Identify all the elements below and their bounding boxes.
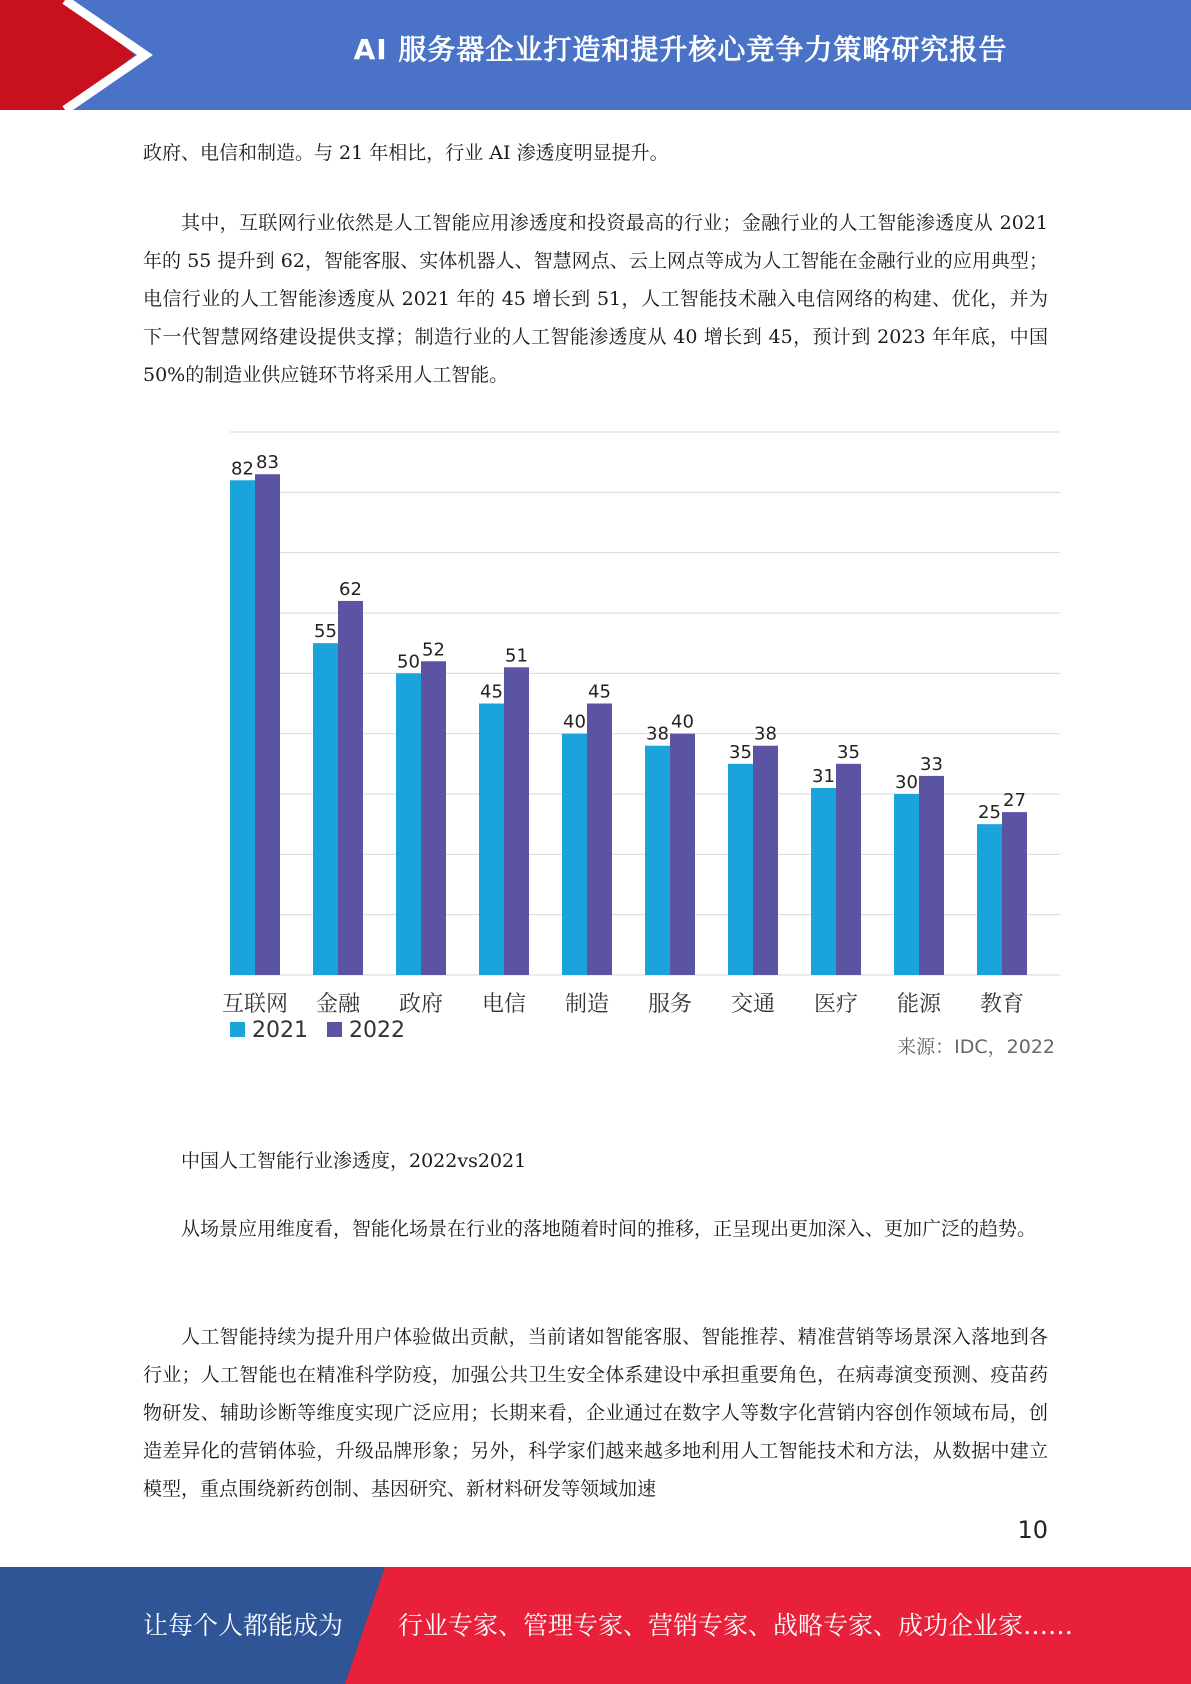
page-header	[0, 0, 1191, 110]
category-label: 教育	[979, 992, 1025, 1017]
category-label: 交通	[730, 992, 776, 1017]
category-label: 电信	[481, 992, 527, 1017]
category-label: 政府	[398, 992, 444, 1017]
data-label: 82	[231, 458, 254, 480]
data-label: 51	[505, 645, 528, 667]
footer-slogan-left: 让每个人都能成为	[143, 1611, 344, 1640]
bar-2022	[836, 764, 861, 975]
data-label: 50	[397, 651, 420, 673]
data-label: 38	[646, 723, 669, 745]
paragraph-3: 从场景应用维度看，智能化场景在行业的落地随着时间的推移，正呈现出更加深入、更加广泛的趋势。	[181, 1218, 1037, 1240]
data-label: 45	[480, 681, 503, 703]
data-label: 25	[978, 802, 1001, 824]
data-label: 40	[671, 711, 694, 733]
bar-2022	[1002, 812, 1027, 975]
bar-2022	[421, 661, 446, 975]
data-label: 52	[422, 639, 445, 661]
report-title: AI 服务器企业打造和提升核心竞争力策略研究报告	[353, 33, 1008, 66]
data-label: 55	[314, 621, 337, 643]
bar-2021	[562, 734, 587, 975]
bar-2022	[753, 746, 778, 975]
text-block-2	[143, 204, 1048, 394]
bar-2021	[313, 643, 338, 975]
chart-caption: 中国人工智能行业渗透度，2022vs2021	[181, 1150, 527, 1172]
category-label: 制造	[564, 992, 610, 1017]
caption-block	[143, 1142, 1048, 1180]
bar-chart	[190, 415, 1070, 1105]
data-label: 30	[895, 772, 918, 793]
data-label: 27	[1003, 790, 1026, 812]
data-label: 83	[256, 452, 279, 474]
category-label: 金融	[315, 992, 361, 1017]
chart-source: 来源：IDC，2022	[897, 1036, 1055, 1058]
data-label: 31	[812, 765, 835, 787]
bar-2022	[670, 734, 695, 975]
data-label: 45	[588, 681, 611, 703]
paragraph-2: 其中，互联网行业依然是人工智能应用渗透度和投资最高的行业；金融行业的人工智能渗透度从 2021 年的 55 提升到 62，智能客服、实体机器人、智慧网点、云上网点等成为人工智能在金融行业的应用典型；电信行业的人工智能渗透度从 2021 年的 45 增长到 51，人工智能技术融入电信网络的构建、优化，并为下一代智慧网络建设提供支撑；制造行业的人工智能渗透度从 40 增长到 45，预计到 2023 年年底，中国 50%的制造业供应链环节将采用人工智能。	[143, 212, 1048, 386]
bar-2021	[894, 794, 919, 975]
legend-swatch-2021	[230, 1022, 245, 1037]
bar-chart-svg	[190, 415, 1070, 1105]
bar-2021	[479, 704, 504, 976]
paragraph-4: 人工智能持续为提升用户体验做出贡献，当前诸如智能客服、智能推荐、精准营销等场景深入落地到各行业；人工智能也在精准科学防疫，加强公共卫生安全体系建设中承担重要角色，在病毒演变预测、疫苗药物研发、辅助诊断等维度实现广泛应用；长期来看，企业通过在数字人等数字化营销内容创作领域布局，创造差异化的营销体验，升级品牌形象；另外，科学家们越来越多地利用人工智能技术和方法，从数据中建立模型，重点围绕新药创制、基因研究、新材料研发等领域加速	[143, 1326, 1048, 1500]
data-label: 35	[729, 741, 752, 763]
bar-2021	[977, 824, 1002, 975]
bar-2021	[396, 673, 421, 975]
legend-label: 2022	[349, 1018, 405, 1043]
data-label: 62	[339, 578, 362, 600]
legend-swatch-2022	[327, 1022, 342, 1037]
category-label: 服务	[647, 992, 693, 1017]
bar-2021	[811, 788, 836, 975]
data-label: 40	[563, 711, 586, 733]
footer-slogan-right: 行业专家、管理专家、营销专家、战略专家、成功企业家……	[398, 1611, 1074, 1640]
bar-2022	[919, 776, 944, 975]
bar-2021	[645, 746, 670, 975]
data-label: 38	[754, 723, 777, 745]
page-footer	[0, 1567, 1191, 1684]
bar-2022	[504, 667, 529, 975]
bar-2022	[338, 601, 363, 975]
bar-2022	[255, 474, 280, 975]
legend-label: 2021	[252, 1018, 308, 1043]
text-block-3	[143, 1210, 1048, 1248]
bar-2021	[728, 764, 753, 975]
text-block-top	[143, 134, 1048, 172]
data-label: 33	[920, 753, 943, 775]
category-label: 医疗	[813, 992, 859, 1017]
text-block-4	[143, 1318, 1048, 1508]
category-label: 互联网	[221, 992, 289, 1017]
paragraph-1: 政府、电信和制造。与 21 年相比，行业 AI 渗透度明显提升。	[143, 142, 669, 164]
data-label: 35	[837, 741, 860, 763]
bar-2021	[230, 480, 255, 975]
page-number: 10	[1017, 1516, 1048, 1544]
bar-2022	[587, 704, 612, 976]
category-label: 能源	[896, 992, 942, 1017]
